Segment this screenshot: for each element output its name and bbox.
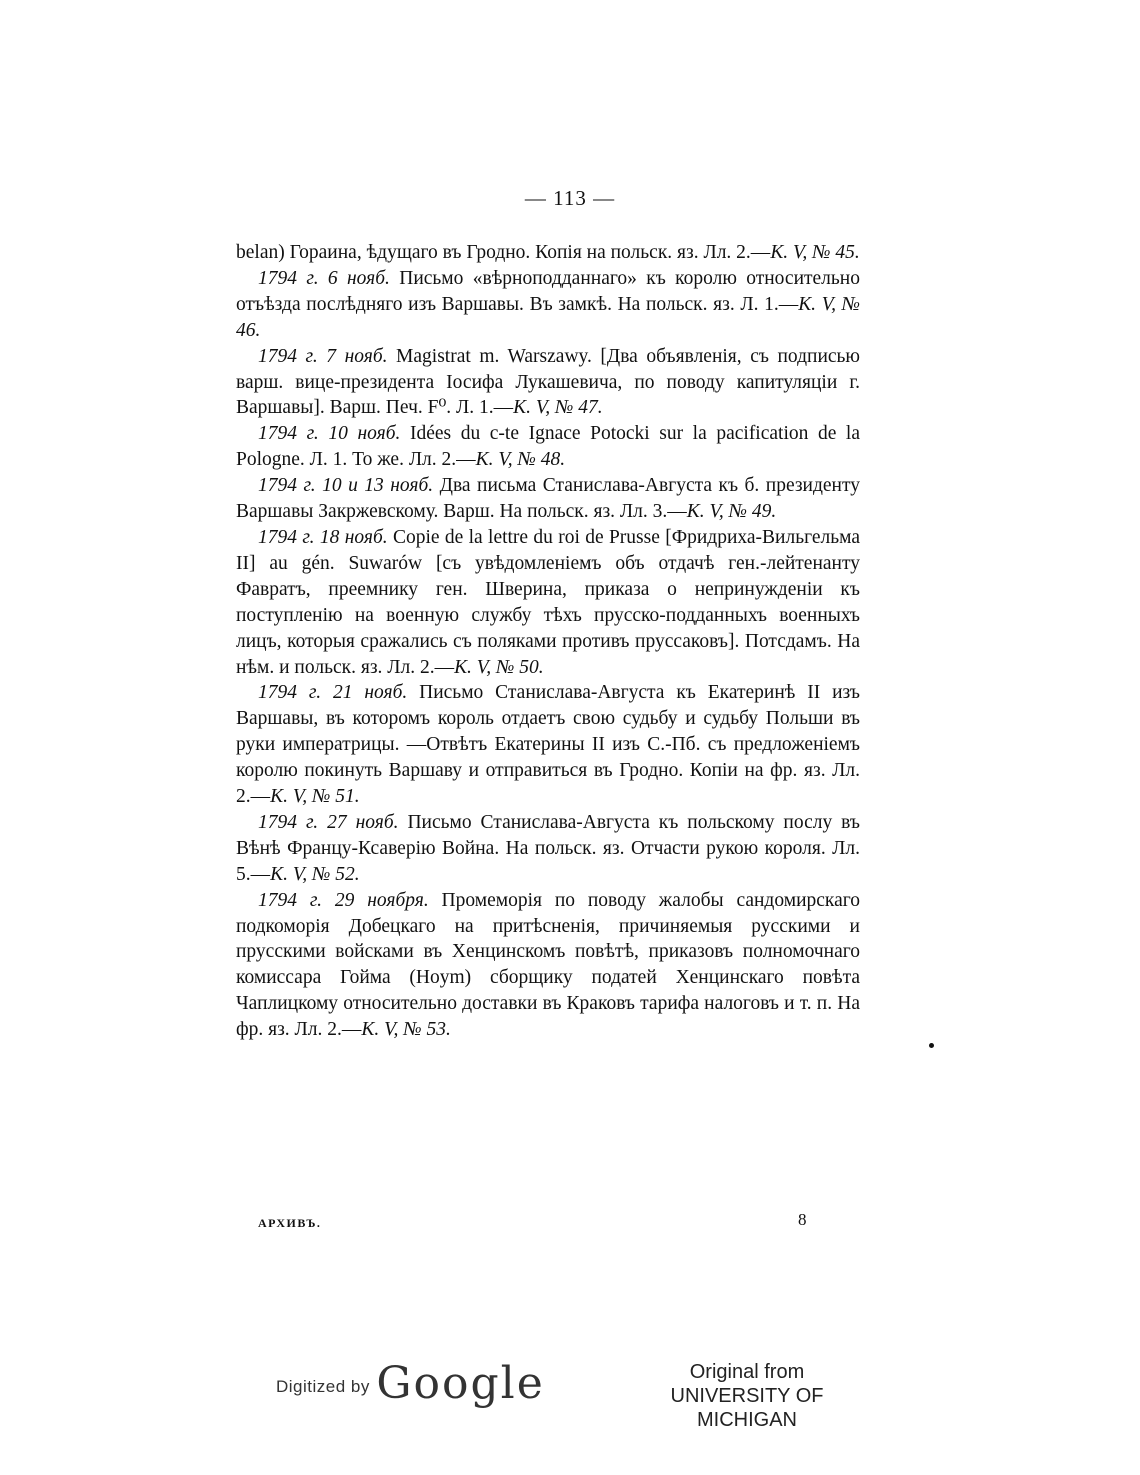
entry-reference: К. V, № 49. [686, 501, 777, 523]
page-number: — 113 — [524, 186, 616, 210]
digitized-prefix: Digitized by [276, 1377, 370, 1396]
entry-description: Copie de la lettre du roi de Prusse [Фридриха-Вильгельма II] au gén. Suwarów [съ увѣдомленіемъ объ отдачѣ ген.-лейтенанту Фавратъ, преемнику ген. Шверина, приказа о непринужденіи къ поступленію на военную службу тѣхъ прусско-подданныхъ военныхъ лицъ, которыя сражались съ поляками противъ пруссаковъ]. Потсдамъ. На нѣм. и польск. яз. Лл. 2.— [236, 526, 860, 678]
catalog-entry-49 [236, 473, 860, 525]
entry-description: Письмо «вѣрноподданнаго» къ королю относительно отъѣзда послѣдняго изъ Варшавы. Въ замкѣ. На польск. яз. Л. 1.— [236, 267, 860, 315]
catalog-entry-48 [236, 421, 860, 473]
entry-reference: К. V, № 52. [270, 863, 360, 885]
entry-description: Idées du c-te Ignace Potocki sur la pacification de la Pologne. Л. 1. То же. Лл. 2.— [236, 423, 861, 471]
entry-reference: К. V, № 45. [770, 242, 860, 263]
entry-reference: К. V, № 47. [513, 397, 603, 419]
entry-reference: К. V, № 46. [236, 293, 861, 341]
page-body [236, 240, 860, 1043]
entry-description: Промеморія по поводу жалобы сандомирскаго подкоморія Добецкаго на притѣсненія, причиняемыя русскими и прусскими войсками въ Хенцинскомъ повѣтѣ, приказовъ полномочнаго комиссара Гойма (Hoym) сборщику податей Хенцинскаго повѣта Чаплицкому относительно доставки въ Краковъ тарифа налоговъ и т. п. На фр. яз. Лл. 2.— [236, 889, 860, 1041]
ink-speck [929, 1043, 934, 1048]
catalog-entry-45 [236, 240, 860, 266]
entry-description: Magistrat m. Warszawy. [Два объявленія, съ подписью варш. вице-президента Іосифа Лукашевича, по поводу капитуляціи г. Варшавы]. Варш. Печ. F⁰. Л. 1.— [236, 345, 860, 419]
entry-date: 1794 г. 29 ноября. [258, 889, 429, 911]
entry-reference: К. V, № 53. [361, 1019, 451, 1041]
signature-mark: АРХИВЪ. [258, 1216, 322, 1230]
entry-description: Письмо Станислава-Августа къ польскому послу въ Вѣнѣ Францу-Ксаверію Война. На польск. яз. Отчасти рукою короля. Лл. 5.— [236, 811, 860, 885]
digitized-by-watermark [276, 1358, 545, 1409]
entry-date: 1794 г. 27 нояб. [258, 811, 399, 833]
entry-date: 1794 г. 21 нояб. [258, 682, 408, 704]
catalog-entry-50 [236, 525, 860, 680]
entry-description: Два письма Станислава-Августа къ б. президенту Варшавы Закржевскому. Варш. На польск. яз. Лл. 3.— [236, 475, 860, 523]
entry-date: 1794 г. 18 нояб. [258, 526, 388, 548]
catalog-entry-47 [236, 344, 860, 422]
entry-reference: К. V, № 51. [270, 786, 360, 808]
catalog-entry-51 [236, 680, 860, 810]
original-from-label: Original from [689, 1361, 805, 1383]
catalog-entry-53 [236, 888, 860, 1043]
entry-date: 1794 г. 10 и 13 нояб. [258, 475, 434, 497]
entry-reference: К. V, № 50. [454, 656, 544, 678]
entry-description: Письмо Станислава-Августа къ Екатеринѣ II изъ Варшавы, въ которомъ король отдаетъ свою судьбу и судьбу Польши въ руки императрицы. —Отвѣтъ Екатерины II изъ С.-Пб. съ предложеніемъ королю покинуть Варшаву и отправиться въ Гродно. Копіи на фр. яз. Лл. 2.— [236, 682, 861, 808]
entry-description: belan) Гораина, ѣдущаго въ Гродно. Копія на польск. яз. Лл. 2.— [236, 242, 771, 263]
entry-date: 1794 г. 6 нояб. [258, 267, 390, 289]
entry-date: 1794 г. 10 нояб. [258, 423, 401, 445]
catalog-entry-52 [236, 810, 860, 888]
catalog-entry-46 [236, 266, 860, 344]
original-from-watermark [628, 1360, 866, 1432]
university-name: UNIVERSITY OF MICHIGAN [670, 1385, 824, 1431]
entry-date: 1794 г. 7 нояб. [258, 345, 388, 367]
google-logo: Google [376, 1358, 545, 1409]
signature-number: 8 [798, 1210, 807, 1229]
entry-reference: К. V, № 48. [475, 449, 566, 471]
